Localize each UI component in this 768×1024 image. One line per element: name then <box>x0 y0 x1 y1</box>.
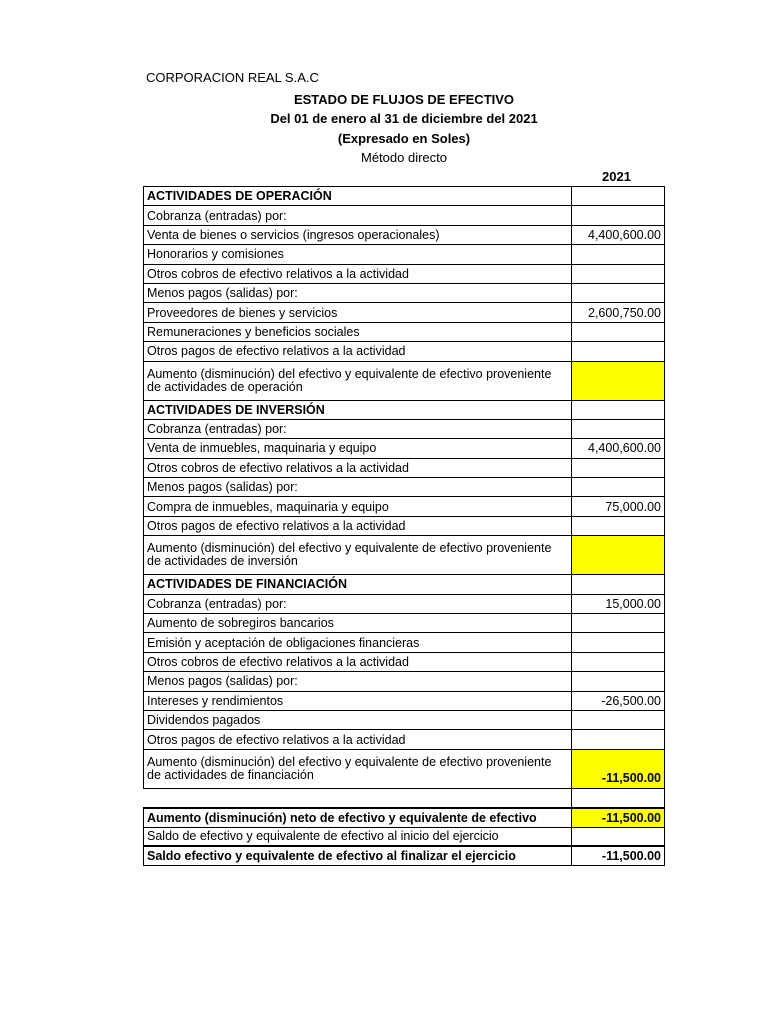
row-value <box>572 672 665 691</box>
row-value <box>572 575 665 594</box>
spacer-row <box>144 788 665 807</box>
table-row <box>144 497 665 516</box>
row-label: Saldo de efectivo y equivalente de efectivo al inicio del ejercicio <box>144 827 572 846</box>
row-label: Emisión y aceptación de obligaciones financieras <box>144 633 572 652</box>
table-row <box>144 614 665 633</box>
row-value <box>572 187 665 206</box>
row-label: Cobranza (entradas) por: <box>144 419 572 438</box>
table-row <box>144 439 665 458</box>
row-value <box>572 419 665 438</box>
row-value <box>572 827 665 846</box>
subtotal-row-inversion <box>144 536 665 575</box>
row-label: Menos pagos (salidas) por: <box>144 478 572 497</box>
row-label: Otros pagos de efectivo relativos a la actividad <box>144 342 572 361</box>
statement-period: Del 01 de enero al 31 de diciembre del 2021 <box>270 111 538 126</box>
row-value <box>572 710 665 729</box>
row-label: Aumento (disminución) neto de efectivo y equivalente de efectivo <box>144 808 572 827</box>
row-value <box>572 264 665 283</box>
row-label: ACTIVIDADES DE INVERSIÓN <box>144 400 572 419</box>
highlighted-value-cell: -11,500.00 <box>572 749 665 788</box>
row-label: Honorarios y comisiones <box>144 245 572 264</box>
table-row <box>144 691 665 710</box>
net-change-row <box>144 808 665 827</box>
table-row <box>144 264 665 283</box>
row-label: ACTIVIDADES DE OPERACIÓN <box>144 187 572 206</box>
row-label: ACTIVIDADES DE FINANCIACIÓN <box>144 575 572 594</box>
table-row <box>144 478 665 497</box>
subtotal-row-operacion <box>144 361 665 400</box>
table-row <box>144 245 665 264</box>
row-label: Proveedores de bienes y servicios <box>144 303 572 322</box>
row-label: Aumento de sobregiros bancarios <box>144 614 572 633</box>
opening-balance-row <box>144 827 665 846</box>
table-row <box>144 225 665 244</box>
row-value <box>572 322 665 341</box>
table-row <box>144 730 665 749</box>
row-value <box>572 283 665 302</box>
row-value <box>572 245 665 264</box>
highlighted-value-cell: -11,500.00 <box>572 808 665 827</box>
table-row <box>144 633 665 652</box>
table-row <box>144 419 665 438</box>
row-value <box>572 342 665 361</box>
row-value: 15,000.00 <box>572 594 665 613</box>
row-value <box>572 730 665 749</box>
row-label: Intereses y rendimientos <box>144 691 572 710</box>
row-label: Compra de inmuebles, maquinaria y equipo <box>144 497 572 516</box>
table-row <box>144 672 665 691</box>
highlighted-value-cell <box>572 361 665 400</box>
row-value: -26,500.00 <box>572 691 665 710</box>
row-label: Otros cobros de efectivo relativos a la actividad <box>144 652 572 671</box>
row-label: Menos pagos (salidas) por: <box>144 283 572 302</box>
row-value <box>572 478 665 497</box>
row-label: Aumento (disminución) del efectivo y equivalente de efectivo proveniente de actividades de operación <box>144 361 572 400</box>
row-value <box>572 458 665 477</box>
year-column-header: 2021 <box>602 169 631 184</box>
table-row <box>144 342 665 361</box>
row-value: 4,400,600.00 <box>572 225 665 244</box>
table-row <box>144 594 665 613</box>
row-label: Aumento (disminución) del efectivo y equivalente de efectivo proveniente de actividades de financiación <box>144 749 572 788</box>
row-value <box>572 788 665 807</box>
row-label: Dividendos pagados <box>144 710 572 729</box>
table-row <box>144 283 665 302</box>
table-row <box>144 458 665 477</box>
section-header-inversion <box>144 400 665 419</box>
highlighted-value-cell <box>572 536 665 575</box>
table-row <box>144 303 665 322</box>
row-value <box>572 206 665 225</box>
row-label: Otros pagos de efectivo relativos a la actividad <box>144 516 572 535</box>
section-header-operacion <box>144 187 665 206</box>
statement-currency: (Expresado en Soles) <box>337 131 471 146</box>
row-label: Venta de inmuebles, maquinaria y equipo <box>144 439 572 458</box>
table-row <box>144 516 665 535</box>
statement-method: Método directo <box>361 150 447 165</box>
cash-flow-table <box>143 186 665 866</box>
row-value <box>572 400 665 419</box>
row-label: Venta de bienes o servicios (ingresos operacionales) <box>144 225 572 244</box>
row-value: 4,400,600.00 <box>572 439 665 458</box>
subtotal-row-financiacion <box>144 749 665 788</box>
row-label: Otros pagos de efectivo relativos a la actividad <box>144 730 572 749</box>
row-value: 75,000.00 <box>572 497 665 516</box>
row-label: Cobranza (entradas) por: <box>144 594 572 613</box>
statement-title: ESTADO DE FLUJOS DE EFECTIVO <box>293 92 515 107</box>
row-label: Otros cobros de efectivo relativos a la actividad <box>144 264 572 283</box>
row-label: Saldo efectivo y equivalente de efectivo al finalizar el ejercicio <box>144 846 572 865</box>
row-label: Otros cobros de efectivo relativos a la actividad <box>144 458 572 477</box>
row-label: Cobranza (entradas) por: <box>144 206 572 225</box>
table-row <box>144 652 665 671</box>
table-row <box>144 710 665 729</box>
row-label: Menos pagos (salidas) por: <box>144 672 572 691</box>
company-name: CORPORACION REAL S.A.C <box>146 70 319 85</box>
row-value: -11,500.00 <box>572 846 665 865</box>
row-value: 2,600,750.00 <box>572 303 665 322</box>
row-value <box>572 652 665 671</box>
row-label <box>144 788 572 807</box>
row-label: Aumento (disminución) del efectivo y equivalente de efectivo proveniente de actividades de inversión <box>144 536 572 575</box>
closing-balance-row <box>144 846 665 865</box>
row-value <box>572 516 665 535</box>
table-row <box>144 206 665 225</box>
row-label: Remuneraciones y beneficios sociales <box>144 322 572 341</box>
row-value <box>572 614 665 633</box>
table-row <box>144 322 665 341</box>
section-header-financiacion <box>144 575 665 594</box>
row-value <box>572 633 665 652</box>
